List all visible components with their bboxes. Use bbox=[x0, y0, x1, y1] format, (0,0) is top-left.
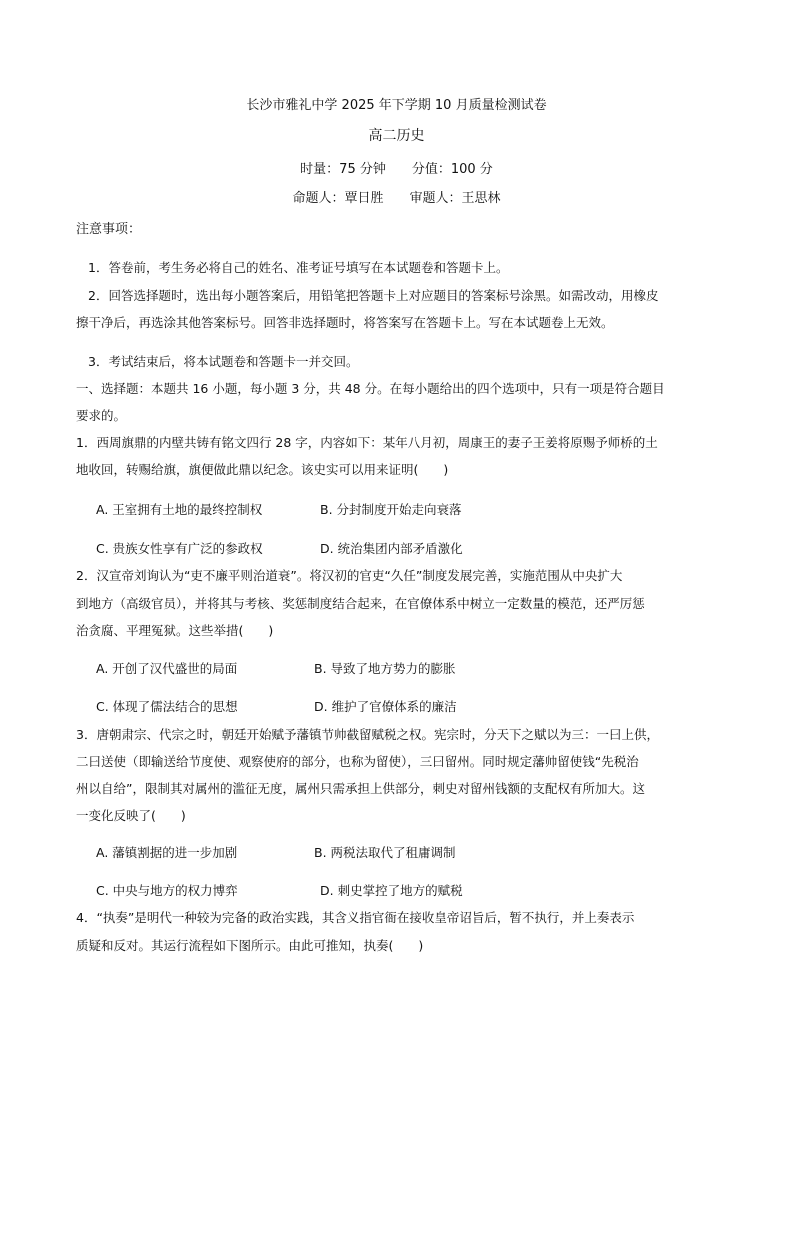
notice-item-2-cont: 擦干净后，再选涂其他答案标号。回答非选择题时，将答案写在答题卡上。写在本试题卷上无效。 bbox=[76, 315, 614, 330]
question-1-option-c: C. 贵族女性享有广泛的参政权 bbox=[96, 541, 263, 556]
question-2-option-c: C. 体现了儒法结合的思想 bbox=[96, 699, 238, 714]
question-3-option-c: C. 中央与地方的权力博弈 bbox=[96, 883, 238, 898]
section-1-heading: 一、选择题：本题共 16 小题，每小题 3 分，共 48 分。在每小题给出的四个选项中，只有一项是符合题目 bbox=[76, 381, 665, 396]
question-3-option-d: D. 刺史掌控了地方的赋税 bbox=[320, 883, 463, 898]
question-1-stem: 1．西周旗鼎的内壁共铸有铭文四行 28 字，内容如下：某年八月初，周康王的妻子王姜将原赐予师桥的土 bbox=[76, 435, 658, 450]
question-2-stem-cont-1: 到地方（高级官员），并将其与考核、奖惩制度结合起来，在官僚体系中树立一定数量的模范，还严厉惩 bbox=[76, 596, 645, 611]
question-author: 命题人：覃日胜 bbox=[292, 191, 384, 206]
question-3-stem: 3．唐朝肃宗、代宗之时，朝廷开始赋予藩镇节帅截留赋税之权。宪宗时，分天下之赋以为三：一曰上供， bbox=[76, 727, 659, 742]
question-4-stem-cont: 质疑和反对。其运行流程如下图所示。由此可推知，执奏( ) bbox=[76, 938, 424, 953]
question-2-stem-cont-2: 治贪腐、平理冤狱。这些举措( ) bbox=[76, 623, 274, 638]
section-1-heading-cont: 要求的。 bbox=[76, 408, 127, 423]
question-3-stem-cont-1: 二曰送使（即输送给节度使、观察使府的部分，也称为留使），三曰留州。同时规定藩帅留使钱“先税治 bbox=[76, 754, 639, 769]
question-1-option-d: D. 统治集团内部矛盾激化 bbox=[320, 541, 463, 556]
question-3-option-b: B. 两税法取代了租庸调制 bbox=[314, 845, 456, 860]
question-1-stem-cont: 地收回，转赐给旗，旗便做此鼎以纪念。该史实可以用来证明( ) bbox=[76, 462, 449, 477]
question-1-option-b: B. 分封制度开始走向衰落 bbox=[320, 502, 462, 517]
time-limit: 时量：75 分钟 bbox=[300, 162, 386, 177]
question-2-option-d: D. 维护了官僚体系的廉洁 bbox=[314, 699, 457, 714]
question-2-option-b: B. 导致了地方势力的膨胀 bbox=[314, 661, 456, 676]
notice-heading: 注意事项： bbox=[76, 222, 142, 237]
exam-title: 长沙市雅礼中学 2025 年下学期 10 月质量检测试卷 bbox=[246, 98, 547, 113]
question-2-stem: 2．汉宣帝刘询认为“吏不廉平则治道衰”。将汉初的官吏“久任”制度发展完善，实施范围从中央扩大 bbox=[76, 568, 623, 583]
subject-title: 高二历史 bbox=[368, 128, 425, 144]
notice-item-2: 2．回答选择题时，选出每小题答案后，用铅笔把答题卡上对应题目的答案标号涂黑。如需改动，用橡皮 bbox=[88, 288, 659, 303]
authors-line bbox=[0, 189, 793, 209]
reviewer: 审题人：王思林 bbox=[409, 191, 501, 206]
question-3-stem-cont-2: 州以自给”，限制其对属州的滥征无度，属州只需承担上供部分，刺史对留州钱额的支配权有所加大。这 bbox=[76, 781, 645, 796]
total-score: 分值：100 分 bbox=[411, 162, 493, 177]
notice-item-1: 1．答卷前，考生务必将自己的姓名、准考证号填写在本试题卷和答题卡上。 bbox=[88, 260, 509, 275]
question-3-option-a: A. 藩镇割据的进一步加剧 bbox=[96, 845, 238, 860]
notice-item-3: 3．考试结束后，将本试题卷和答题卡一并交回。 bbox=[88, 354, 359, 369]
question-3-stem-cont-3: 一变化反映了( ) bbox=[76, 808, 186, 823]
time-score-line bbox=[0, 160, 793, 180]
question-4-stem: 4．“执奏”是明代一种较为完备的政治实践，其含义指官衙在接收皇帝诏旨后，暂不执行，并上奏表示 bbox=[76, 910, 635, 925]
question-1-option-a: A. 王室拥有土地的最终控制权 bbox=[96, 502, 263, 517]
question-2-option-a: A. 开创了汉代盛世的局面 bbox=[96, 661, 238, 676]
